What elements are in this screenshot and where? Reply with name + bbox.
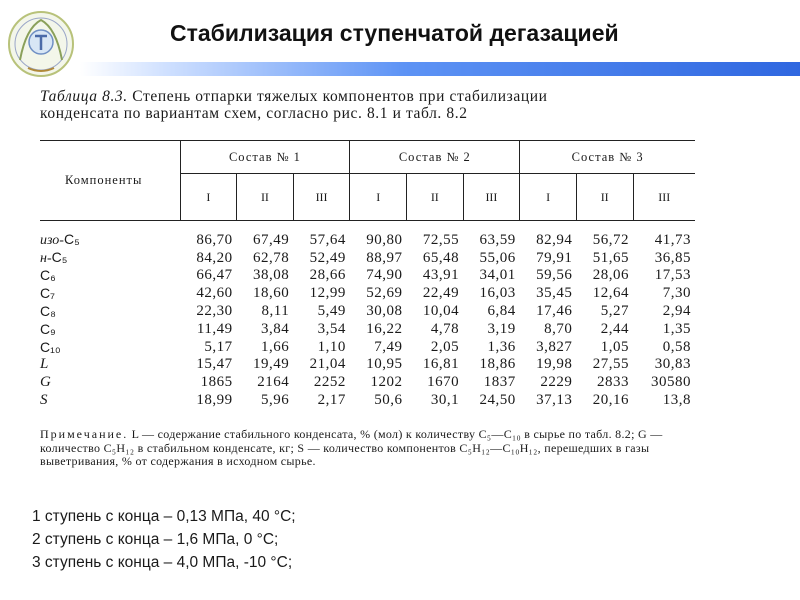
table-row [40, 267, 695, 285]
table-cell: 62,78 [253, 249, 290, 266]
table-cell: 2,17 [317, 391, 346, 408]
component-name: S [40, 391, 48, 408]
table-cell: 20,16 [592, 391, 629, 408]
table-cell: 1,36 [487, 338, 516, 355]
table-cell: 1865 [200, 374, 233, 391]
table-cell: 43,91 [422, 267, 460, 284]
table-cell: 82,94 [536, 231, 573, 248]
components-header: Компоненты [40, 141, 180, 221]
table-cell: 38,08 [253, 267, 290, 284]
table-cell: 28,66 [309, 267, 346, 284]
sub-header: I [520, 174, 577, 221]
table-cell: 51,65 [592, 249, 629, 266]
sub-header: I [180, 174, 237, 221]
note-label: Примечание. [40, 427, 129, 441]
table-cell: 1,66 [261, 338, 290, 355]
table-cell: 13,8 [662, 391, 691, 408]
component-name: н-C₅ [40, 249, 68, 266]
table-cell: 5,49 [317, 302, 346, 319]
stage-line-2: 2 ступень с конца – 1,6 МПа, 0 °С; [32, 531, 279, 548]
table-cell: 18,99 [196, 391, 233, 408]
table-cell: 19,49 [253, 356, 290, 373]
table-caption [40, 88, 548, 122]
group-header-3: Состав № 3 [520, 141, 695, 174]
group-header-2: Состав № 2 [350, 141, 520, 174]
table-cell: 4,78 [430, 320, 460, 337]
caption-line-2: конденсата по вариантам схем, согласно рис. 8.1 и табл. 8.2 [40, 105, 468, 122]
table-body [40, 221, 695, 410]
table-cell: 3,19 [487, 320, 516, 337]
table-cell: 1837 [483, 374, 516, 391]
table-cell: 65,48 [422, 249, 460, 266]
sub-header: II [576, 174, 633, 221]
stages-list [32, 505, 296, 574]
table-cell: 15,47 [196, 356, 233, 373]
table-cell: 30,1 [430, 391, 460, 408]
table-cell: 18,86 [479, 356, 516, 373]
table-cell: 36,85 [654, 249, 691, 266]
table-cell: 90,80 [366, 231, 403, 248]
table-cell: 3,827 [536, 338, 573, 355]
table-cell: 2833 [597, 374, 629, 391]
table-cell: 3,84 [261, 320, 290, 337]
table-cell: 10,95 [366, 356, 403, 373]
table-cell: 2,94 [662, 302, 691, 319]
caption-line-1-text: Степень отпарки тяжелых компонентов при стабилизации [132, 88, 548, 105]
sub-header: III [633, 174, 695, 221]
sub-header: I [350, 174, 407, 221]
table-cell: 56,72 [592, 231, 629, 248]
table-cell: 84,20 [196, 249, 233, 266]
table-cell: 12,99 [309, 285, 346, 302]
table-row [40, 285, 695, 303]
table-cell: 28,06 [592, 267, 629, 284]
table-cell: 16,81 [422, 356, 460, 373]
table-cell: 7,49 [374, 338, 403, 355]
table-cell: 2164 [257, 374, 290, 391]
table-cell: 11,49 [196, 320, 233, 337]
table-cell: 21,04 [309, 356, 346, 373]
table-cell: 41,73 [654, 231, 691, 248]
table-cell: 18,60 [253, 285, 290, 302]
table-note [40, 428, 700, 469]
table-row [40, 303, 695, 321]
table-row [40, 392, 695, 410]
table-cell: 30,83 [654, 356, 691, 373]
table-cell: 88,97 [366, 249, 403, 266]
table-cell: 5,27 [600, 302, 629, 319]
table-cell: 34,01 [479, 267, 516, 284]
group-header-row [40, 141, 695, 174]
component-name: C₁₀ [40, 338, 61, 355]
table-cell: 1,35 [662, 320, 691, 337]
table-cell: 5,17 [204, 338, 233, 355]
table-cell: 42,60 [196, 285, 233, 302]
table-cell: 30,08 [366, 302, 403, 319]
table-cell: 22,30 [196, 302, 233, 319]
stage-line-3: 3 ступень с конца – 4,0 МПа, -10 °С; [32, 554, 293, 571]
table-cell: 86,70 [196, 231, 233, 248]
group-header-1: Состав № 1 [180, 141, 350, 174]
table-cell: 66,47 [196, 267, 233, 284]
table-cell: 19,98 [536, 356, 573, 373]
table-cell: 8,11 [261, 302, 290, 319]
table-row [40, 221, 695, 250]
table-cell: 1670 [427, 374, 460, 391]
sub-header: II [237, 174, 294, 221]
table-row [40, 320, 695, 338]
table-cell: 12,64 [592, 285, 629, 302]
university-crest-icon [6, 8, 76, 80]
table-cell: 7,30 [662, 285, 691, 302]
table-cell: 2229 [540, 374, 573, 391]
component-name: C₆ [40, 267, 56, 284]
stage-line-1: 1 ступень с конца – 0,13 МПа, 40 °С; [32, 508, 296, 525]
table-cell: 35,45 [536, 285, 573, 302]
table-cell: 50,6 [374, 391, 403, 408]
component-name: C₈ [40, 302, 56, 319]
table-cell: 63,59 [479, 231, 516, 248]
table-row [40, 338, 695, 356]
table-cell: 22,49 [422, 285, 460, 302]
table-cell: 59,56 [536, 267, 573, 284]
component-name: L [40, 356, 49, 373]
table-cell: 55,06 [479, 249, 516, 266]
table-cell: 1,05 [600, 338, 629, 355]
table-cell: 52,49 [309, 249, 346, 266]
table-cell: 57,64 [309, 231, 346, 248]
title-underline-bar [80, 62, 800, 76]
component-name: C₉ [40, 320, 56, 337]
table-cell: 79,91 [536, 249, 573, 266]
table-cell: 17,46 [536, 302, 573, 319]
table-cell: 5,96 [261, 391, 290, 408]
table-cell: 74,90 [366, 267, 403, 284]
table-cell: 10,04 [422, 302, 460, 319]
component-name: изо-C₅ [40, 231, 80, 248]
table-cell: 2252 [313, 374, 346, 391]
table-cell: 16,22 [366, 320, 403, 337]
data-table [40, 140, 695, 409]
table-cell: 16,03 [479, 285, 516, 302]
page-title: Стабилизация ступенчатой дегазацией [170, 20, 619, 46]
table-cell: 67,49 [253, 231, 290, 248]
table-row [40, 249, 695, 267]
table-cell: 6,84 [487, 302, 516, 319]
sub-header: II [407, 174, 464, 221]
component-name: C₇ [40, 285, 55, 302]
caption-label: Таблица 8.3. [40, 88, 128, 105]
table-cell: 1,10 [317, 338, 346, 355]
table-row [40, 374, 695, 392]
table-cell: 24,50 [479, 391, 516, 408]
note-text: L — содержание стабильного конденсата, % (мол) к количеству C₅—C₁₀ в сырье по табл. 8.2; G — количество C₅H₁₂ в стабильном конденсате, кг; S — количество компонентов C₅H₁₂—C₁₀H₁₂, перешедших в газы выветривания, % от содержания в исходном сырье. [40, 427, 663, 468]
table-row [40, 356, 695, 374]
table-cell: 17,53 [654, 267, 691, 284]
table-cell: 0,58 [662, 338, 691, 355]
component-name: G [40, 374, 51, 391]
sub-header: III [463, 174, 520, 221]
table-cell: 2,44 [600, 320, 629, 337]
table-cell: 1202 [370, 374, 403, 391]
table-cell: 2,05 [430, 338, 460, 355]
table-cell: 72,55 [422, 231, 460, 248]
table-cell: 52,69 [366, 285, 403, 302]
table-cell: 30580 [651, 374, 691, 391]
caption-line-1 [40, 88, 548, 105]
table-cell: 27,55 [592, 356, 629, 373]
table-cell: 8,70 [544, 320, 573, 337]
sub-header: III [293, 174, 350, 221]
table-cell: 37,13 [536, 391, 573, 408]
table-cell: 3,54 [317, 320, 346, 337]
